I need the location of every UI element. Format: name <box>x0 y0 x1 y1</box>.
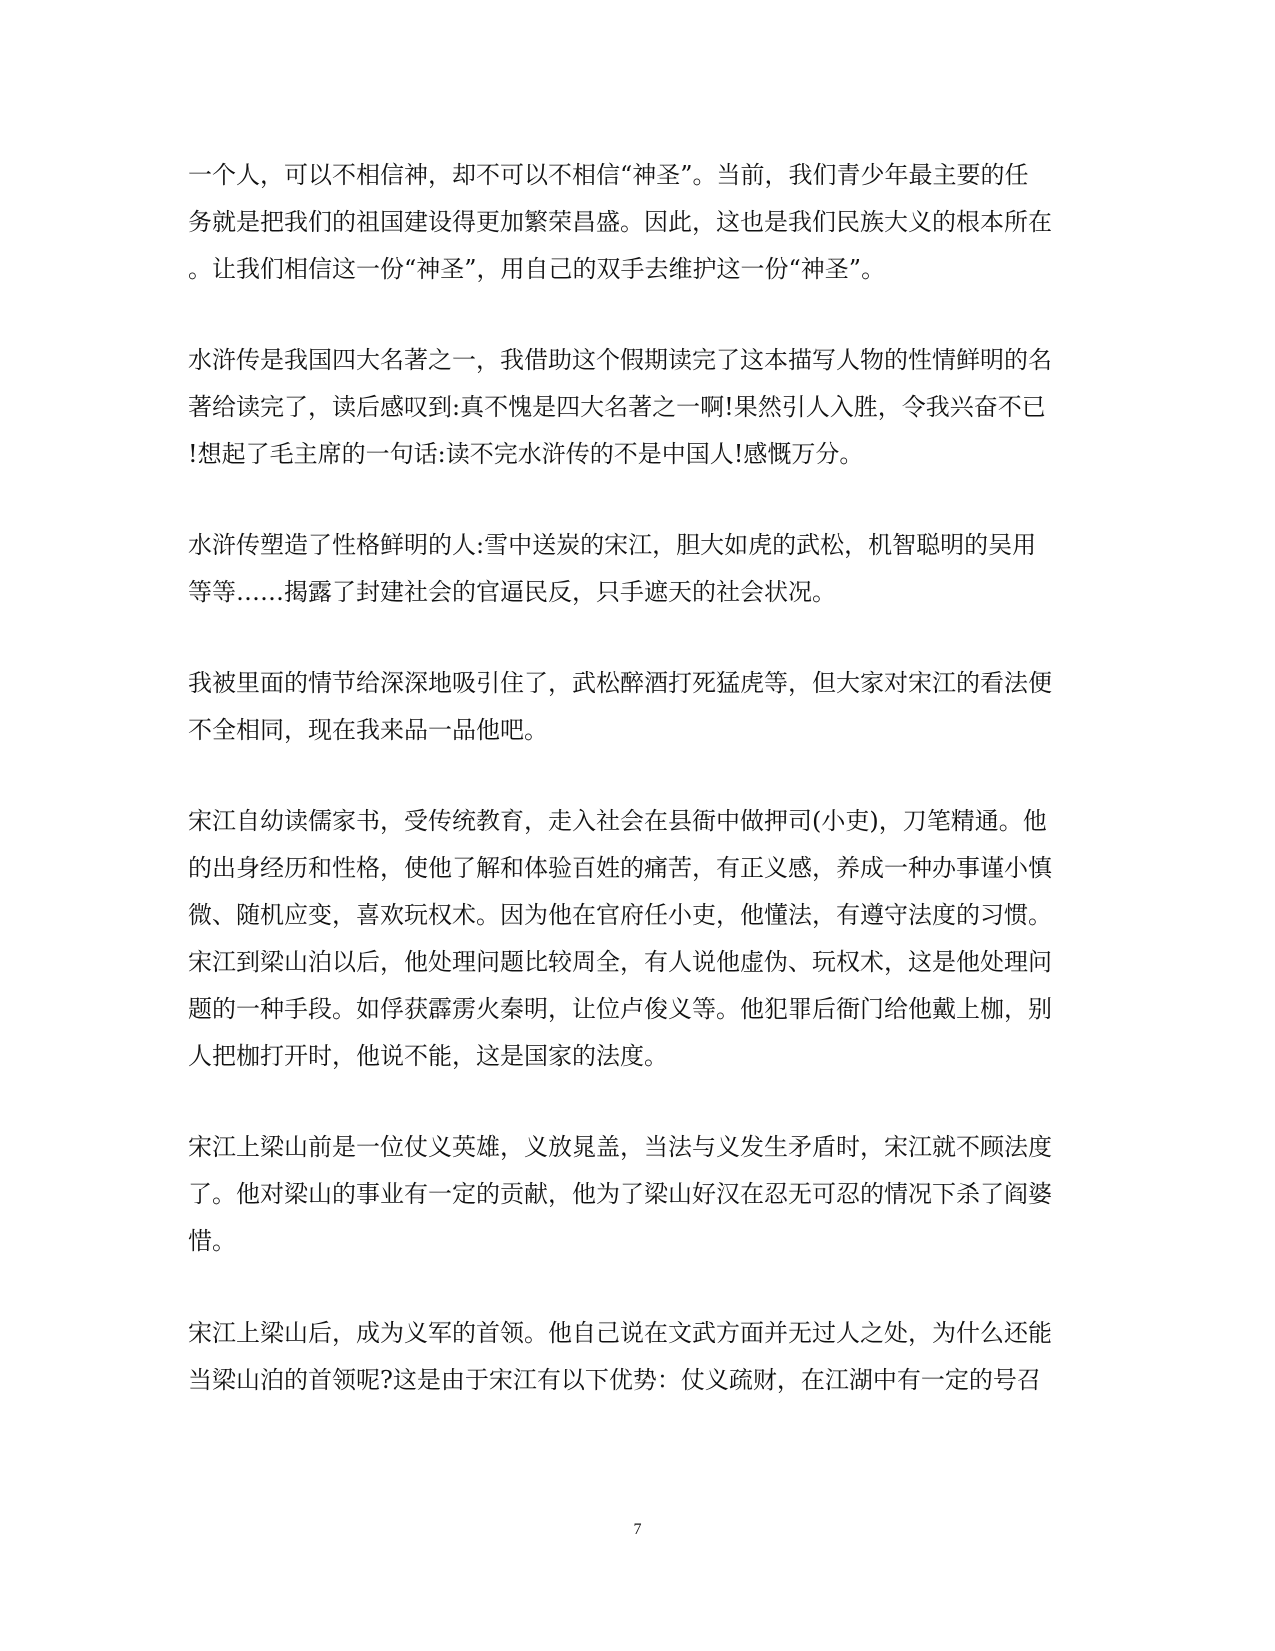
text-line: 务就是把我们的祖国建设得更加繁荣昌盛。因此，这也是我们民族大义的根本所在 <box>188 208 1052 236</box>
text-line: 我被里面的情节给深深地吸引住了，武松醉酒打死猛虎等，但大家对宋江的看法便 <box>188 669 1052 697</box>
paragraph-6 <box>188 1124 1088 1265</box>
paragraph-2 <box>188 337 1088 478</box>
text-line: 的出身经历和性格，使他了解和体验百姓的痛苦，有正义感，养成一种办事谨小慎 <box>188 854 1052 882</box>
text-line: 宋江上梁山前是一位仗义英雄，义放晁盖，当法与义发生矛盾时，宋江就不顾法度 <box>188 1133 1052 1161</box>
text-line: 不全相同，现在我来品一品他吧。 <box>188 716 548 744</box>
text-line: 题的一种手段。如俘获霹雳火秦明，让位卢俊义等。他犯罪后衙门给他戴上枷，别 <box>188 995 1052 1023</box>
text-line: 人把枷打开时，他说不能，这是国家的法度。 <box>188 1042 668 1070</box>
paragraph-7 <box>188 1310 1088 1404</box>
text-line: 了。他对梁山的事业有一定的贡献，他为了梁山好汉在忍无可忍的情况下杀了阎婆 <box>188 1180 1052 1208</box>
text-line: 水浒传塑造了性格鲜明的人:雪中送炭的宋江，胆大如虎的武松，机智聪明的吴用 <box>188 531 1037 559</box>
text-line: 宋江自幼读儒家书，受传统教育，走入社会在县衙中做押司(小吏)，刀笔精通。他 <box>188 807 1047 835</box>
text-line: 一个人，可以不相信神，却不可以不相信“神圣”。当前，我们青少年最主要的任 <box>188 161 1029 189</box>
text-line: 惜。 <box>188 1227 236 1255</box>
text-line: !想起了毛主席的一句话:读不完水浒传的不是中国人!感慨万分。 <box>188 440 864 468</box>
paragraph-3 <box>188 522 1088 616</box>
text-line: 当梁山泊的首领呢?这是由于宋江有以下优势：仗义疏财，在江湖中有一定的号召 <box>188 1366 1041 1394</box>
paragraph-4 <box>188 660 1088 754</box>
text-line: 宋江上梁山后，成为义军的首领。他自己说在文武方面并无过人之处，为什么还能 <box>188 1319 1052 1347</box>
text-line: 著给读完了，读后感叹到:真不愧是四大名著之一啊!果然引人入胜，令我兴奋不已 <box>188 393 1046 421</box>
paragraph-1 <box>188 152 1088 293</box>
text-line: 。让我们相信这一份“神圣”，用自己的双手去维护这一份“神圣”。 <box>188 255 886 283</box>
text-line: 等等……揭露了封建社会的官逼民反，只手遮天的社会状况。 <box>188 578 836 606</box>
text-line: 水浒传是我国四大名著之一，我借助这个假期读完了这本描写人物的性情鲜明的名 <box>188 346 1052 374</box>
paragraph-5 <box>188 798 1088 1080</box>
text-line: 微、随机应变，喜欢玩权术。因为他在官府任小吏，他懂法，有遵守法度的习惯。 <box>188 901 1052 929</box>
page-number: 7 <box>633 1521 642 1538</box>
text-line: 宋江到梁山泊以后，他处理问题比较周全，有人说他虚伪、玩权术，这是他处理问 <box>188 948 1052 976</box>
